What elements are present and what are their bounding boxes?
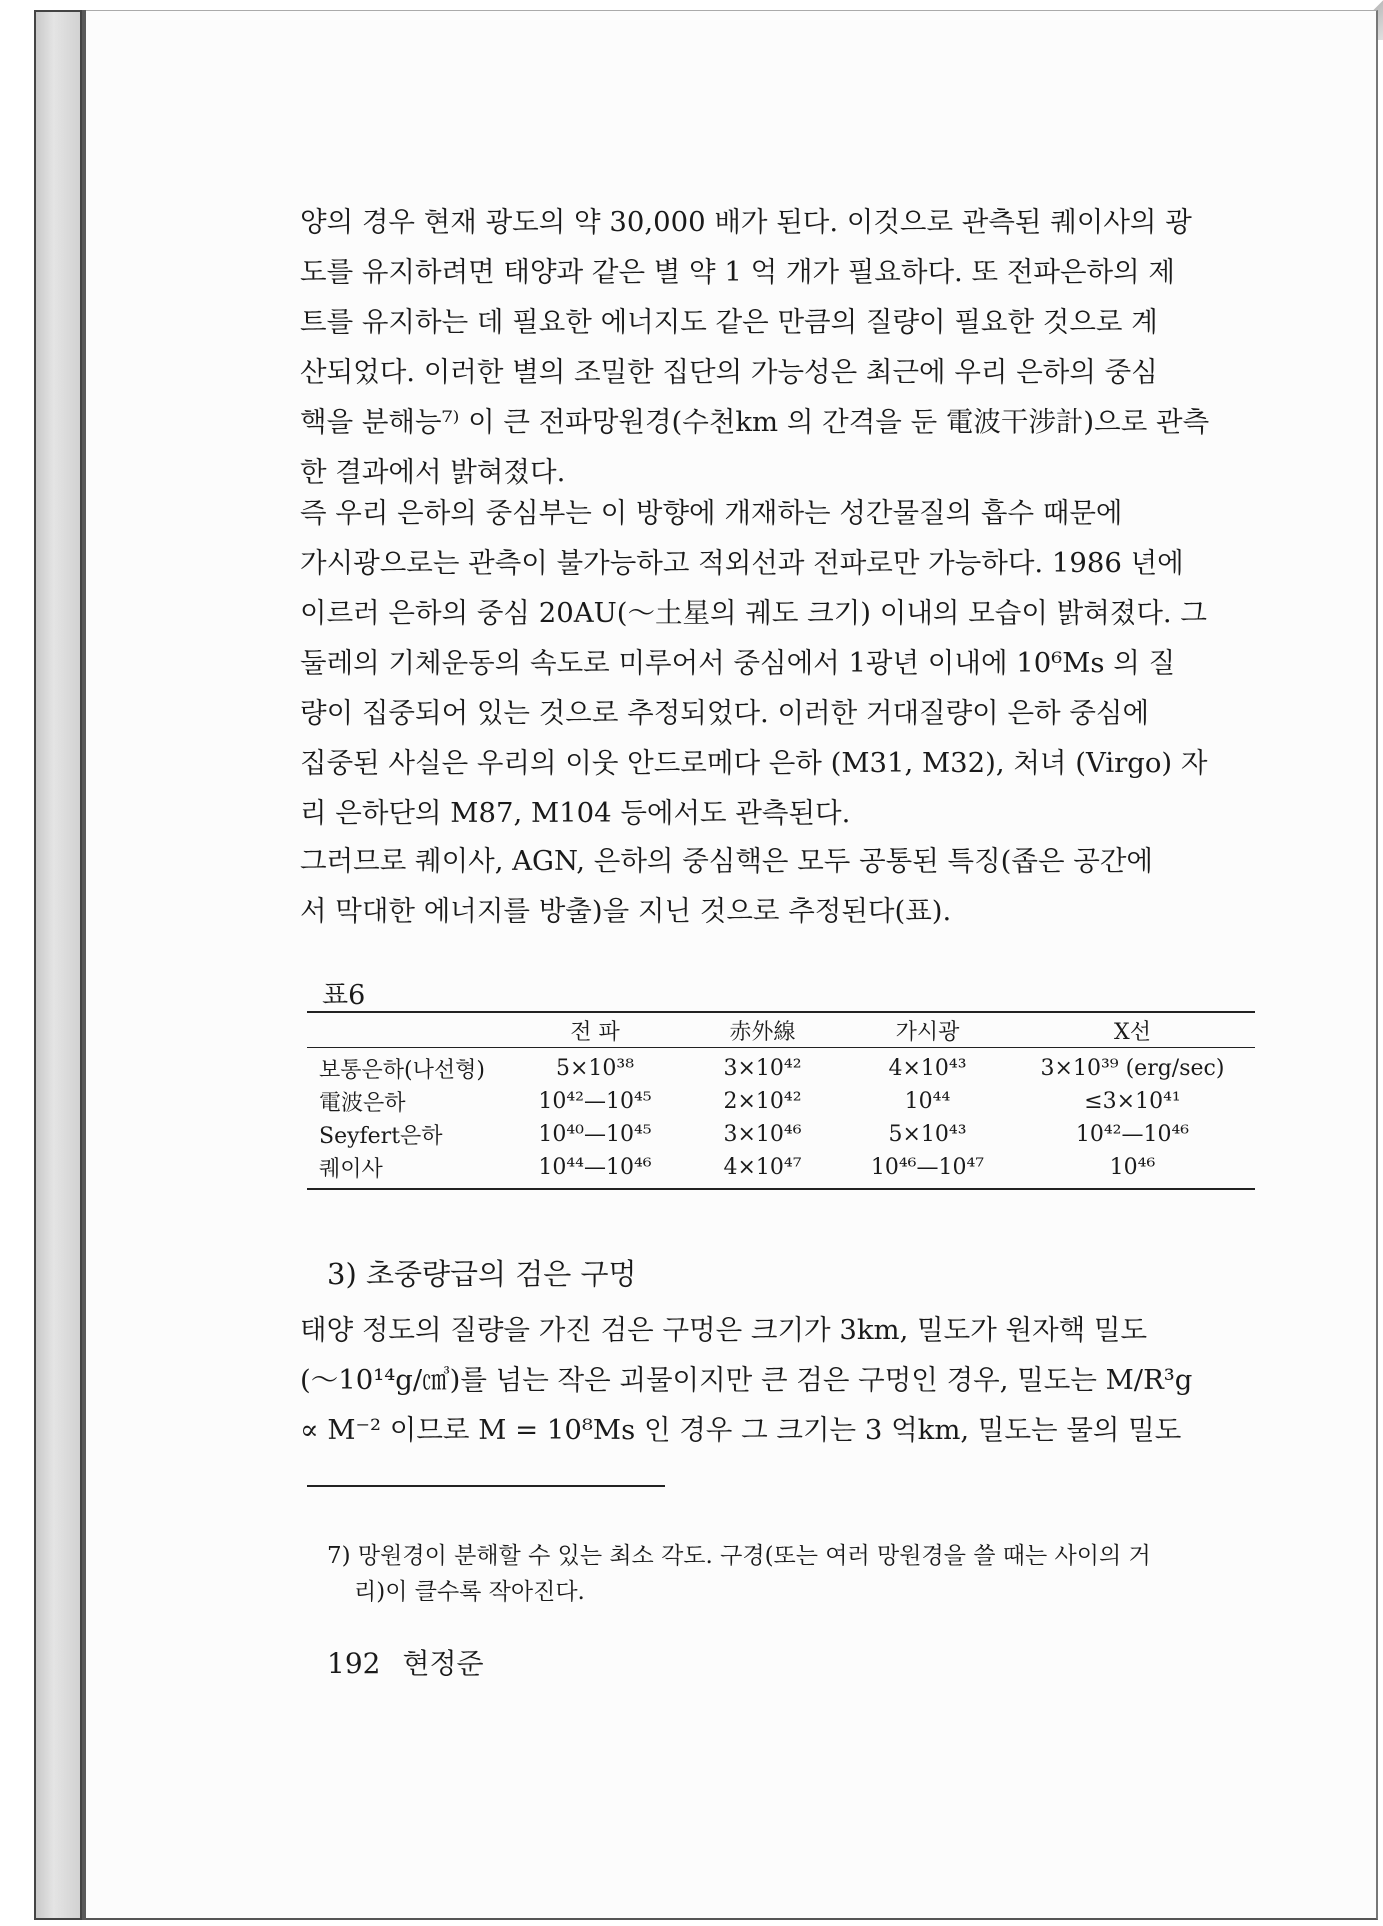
text-line: 도를 유지하려면 태양과 같은 별 약 1 억 개가 필요하다. 또 전파은하의 제 [300,256,1175,288]
table-cell: Seyfert은하 [319,1124,443,1149]
text-line: 트를 유지하는 데 필요한 에너지도 같은 만큼의 질량이 필요한 것으로 계 [300,306,1158,338]
table-cell: 3×10³⁹ (erg/sec) [1040,1056,1225,1081]
table-cell: 퀘이사 [319,1157,383,1182]
text-line: 서 막대한 에너지를 방출)을 지닌 것으로 추정된다(표). [300,895,952,927]
text-line: 즉 우리 은하의 중심부는 이 방향에 개재하는 성간물질의 흡수 때문에 [300,497,1123,529]
text-line: 가시광으로는 관측이 불가능하고 적외선과 전파로만 가능하다. 1986 년에 [300,547,1184,579]
text-line: 핵을 분해능⁷⁾ 이 큰 전파망원경(수천km 의 간격을 둔 電波干涉計)으로 관측 [300,406,1210,438]
book-spine [34,10,82,1920]
table-header-cell: 가시광 [895,1019,960,1045]
text-line: 태양 정도의 질량을 가진 검은 구멍은 크기가 3km, 밀도가 원자핵 밀도 [300,1314,1148,1346]
table-row [307,1118,1255,1151]
text-line: 한 결과에서 밝혀졌다. [300,456,566,488]
table-cell: 5×10³⁸ [555,1056,635,1081]
paragraph-1 [300,197,1245,497]
text-line: 둘레의 기체운동의 속도로 미루어서 중심에서 1광년 이내에 10⁶Ms 의 질 [300,647,1176,679]
paragraph-4 [300,1305,1245,1455]
table-body [307,1048,1255,1188]
table-cell: 10⁴⁶—10⁴⁷ [870,1155,985,1180]
footnote-line: 7) 망원경이 분해할 수 있는 최소 각도. 구경(또는 여러 망원경을 쓸 때는 사이의 거 [327,1543,1151,1569]
paragraph-3 [300,836,1245,936]
table-row [307,1085,1255,1118]
table-cell: 10⁴²—10⁴⁶ [1075,1122,1190,1147]
table-cell: 10⁴⁴ [904,1089,951,1114]
table-cell: 10⁴²—10⁴⁵ [538,1089,652,1114]
footnote-rule [307,1485,665,1487]
table-cell: 보통은하(나선형) [319,1058,485,1083]
page-footer [327,1642,506,1682]
table-cell: ≤3×10⁴¹ [1084,1089,1181,1114]
table-cell: 電波은하 [319,1091,406,1116]
table-cell: 10⁴⁰—10⁴⁵ [538,1122,652,1147]
luminosity-table [307,1011,1255,1190]
table-cell: 5×10⁴³ [888,1122,967,1147]
table-cell: 10⁴⁴—10⁴⁶ [538,1155,652,1180]
text-line: 양의 경우 현재 광도의 약 30,000 배가 된다. 이것으로 관측된 퀘이사의 광 [300,206,1192,238]
text-line: (～10¹⁴g/㎤)를 넘는 작은 괴물이지만 큰 검은 구멍인 경우, 밀도는 M/R³g [300,1364,1193,1396]
text-line: 리 은하단의 M87, M104 등에서도 관측된다. [300,797,851,829]
table-header-cell: 전 파 [570,1019,620,1045]
table-header-row [307,1013,1255,1048]
table-row [307,1151,1255,1184]
footnote [327,1538,1252,1610]
table-title: 표6 [322,980,366,1011]
table-header-cell: X선 [1114,1019,1151,1045]
table-row [307,1052,1255,1085]
text-line: 이르러 은하의 중심 20AU(～土星의 궤도 크기) 이내의 모습이 밝혀졌다. 그 [300,597,1207,629]
table-header-cell: 赤外線 [729,1019,796,1045]
author-name: 현정준 [402,1647,484,1680]
table-cell: 10⁴⁶ [1109,1155,1156,1180]
table-cell: 3×10⁴⁶ [723,1122,802,1147]
section-heading: 3) 초중량급의 검은 구멍 [327,1257,637,1291]
text-line: 집중된 사실은 우리의 이웃 안드로메다 은하 (M31, M32), 처녀 (Virgo) 자 [300,747,1208,779]
table-cell: 2×10⁴² [723,1089,802,1114]
text-line: 그러므로 퀘이사, AGN, 은하의 중심핵은 모두 공통된 특징(좁은 공간에 [300,845,1153,877]
page-number: 192 [327,1647,381,1680]
footnote-line: 리)이 클수록 작아진다. [354,1579,585,1605]
text-line: ∝ M⁻² 이므로 M = 10⁸Ms 인 경우 그 크기는 3 억km, 밀도는 물의 밀도 [300,1414,1182,1446]
table-cell: 3×10⁴² [723,1056,802,1081]
paragraph-2 [300,488,1245,838]
table-cell: 4×10⁴⁷ [723,1155,802,1180]
table-cell: 4×10⁴³ [888,1056,967,1081]
text-line: 량이 집중되어 있는 것으로 추정되었다. 이러한 거대질량이 은하 중심에 [300,697,1150,729]
text-line: 산되었다. 이러한 별의 조밀한 집단의 가능성은 최근에 우리 은하의 중심 [300,356,1158,388]
